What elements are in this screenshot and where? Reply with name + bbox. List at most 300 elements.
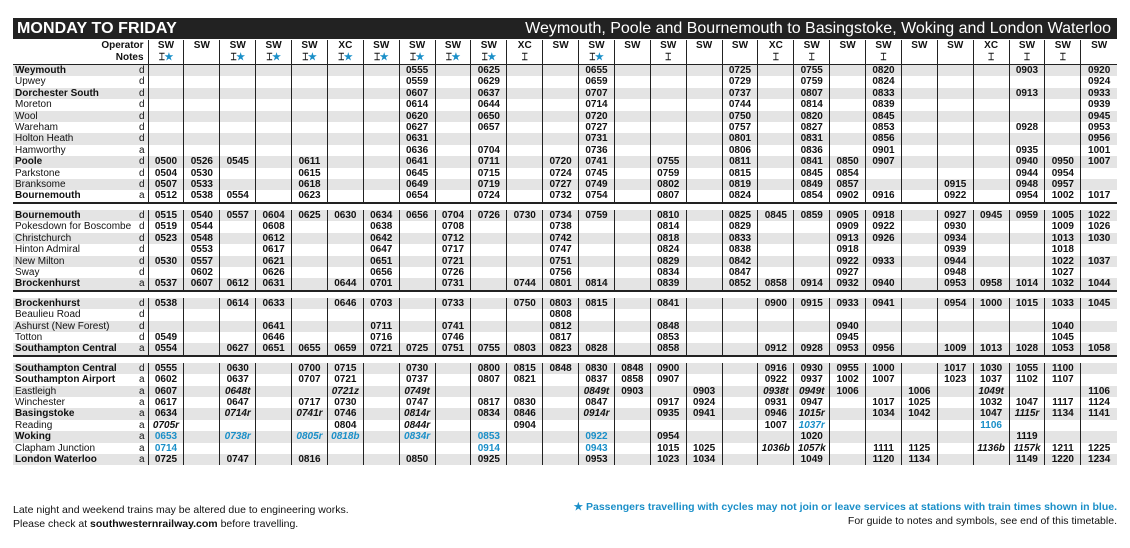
website-note [13, 517, 349, 531]
time-cell: 0555 [399, 65, 435, 77]
station-row [13, 343, 1117, 355]
arr-dep-marker: a [138, 442, 145, 454]
time-cell: 0833 [866, 88, 902, 99]
time-cell [614, 122, 650, 133]
time-cell: 1053 [1045, 343, 1081, 355]
time-cell [435, 88, 471, 99]
time-cell [543, 431, 579, 442]
time-cell [435, 420, 471, 431]
time-cell: 0831 [794, 133, 830, 144]
time-cell [973, 88, 1009, 99]
time-cell: 0647 [363, 244, 399, 255]
time-cell [973, 122, 1009, 133]
time-cell [686, 145, 722, 156]
time-cell [758, 309, 794, 320]
time-cell [650, 88, 686, 99]
time-cell [614, 65, 650, 77]
website-link[interactable]: southwesternrailway.com [90, 518, 218, 530]
time-cell [901, 65, 937, 77]
station-row [13, 233, 1117, 244]
time-cell [901, 256, 937, 267]
time-cell: 0850 [399, 454, 435, 465]
time-cell [866, 168, 902, 179]
time-cell [614, 321, 650, 332]
time-cell: 0953 [937, 278, 973, 290]
time-cell: 0953 [830, 343, 866, 355]
time-cell [256, 386, 292, 397]
station-name: Basingstoke [13, 408, 136, 419]
operator-cell: SW [148, 40, 184, 52]
time-cell: 0504 [148, 168, 184, 179]
time-cell [507, 267, 543, 278]
time-cell [614, 278, 650, 290]
time-cell [1081, 363, 1117, 374]
time-cell [686, 332, 722, 343]
time-cell: 0747 [220, 454, 256, 465]
time-cell [686, 374, 722, 385]
time-cell: 0637 [471, 88, 507, 99]
operator-cell: SW [543, 40, 579, 52]
time-cell: 0720 [579, 111, 615, 122]
cycle-star-icon: ★ [451, 52, 461, 63]
time-cell [794, 267, 830, 278]
time-cell: 1047 [973, 408, 1009, 419]
time-cell: 1007 [866, 374, 902, 385]
time-cell [614, 221, 650, 232]
time-cell: 0849 [794, 179, 830, 190]
station-row [13, 133, 1117, 144]
arr-dep-marker: a [136, 343, 148, 355]
time-cell: 1111 [866, 443, 902, 454]
time-cell [830, 309, 866, 320]
time-cell [471, 321, 507, 332]
time-cell [937, 76, 973, 87]
time-cell: 0847 [579, 397, 615, 408]
arr-dep-marker: d [136, 233, 148, 244]
time-cell [722, 431, 758, 442]
time-cell [614, 256, 650, 267]
time-cell: 0634 [363, 210, 399, 221]
time-cell [1009, 321, 1045, 332]
time-cell: 0830 [579, 363, 615, 374]
cycle-star-icon: ★ [236, 52, 245, 63]
time-cell: 0939 [937, 244, 973, 255]
time-cell [148, 111, 184, 122]
time-cell [507, 111, 543, 122]
time-cell: 1034 [866, 408, 902, 419]
time-cell [256, 179, 292, 190]
time-cell: 0845 [794, 168, 830, 179]
time-cell [614, 76, 650, 87]
time-cell: 0849t [579, 386, 615, 397]
time-cell [471, 278, 507, 290]
time-cell [148, 133, 184, 144]
time-cell: 1023 [937, 374, 973, 385]
time-cell: 0804 [327, 420, 363, 431]
time-cell [1081, 332, 1117, 343]
time-cell [866, 386, 902, 397]
time-cell: 0625 [471, 65, 507, 77]
time-cell [220, 321, 256, 332]
time-cell [722, 443, 758, 454]
time-cell: 0847 [722, 267, 758, 278]
time-cell: 1022 [1045, 256, 1081, 267]
time-cell [614, 309, 650, 320]
time-cell: 0927 [830, 267, 866, 278]
time-cell [901, 179, 937, 190]
time-cell [614, 397, 650, 408]
time-cell [507, 190, 543, 202]
time-cell [543, 88, 579, 99]
time-cell: 1017 [866, 397, 902, 408]
time-cell [363, 443, 399, 454]
time-cell: 1049 [794, 454, 830, 465]
section-divider [13, 356, 1117, 363]
time-cell [292, 76, 328, 87]
time-cell: 0618 [292, 179, 328, 190]
time-cell: 0844r [399, 420, 435, 431]
time-cell: 0949t [794, 386, 830, 397]
time-cell [363, 111, 399, 122]
time-cell [256, 99, 292, 110]
time-cell: 1014 [1009, 278, 1045, 290]
time-cell: 0644 [327, 278, 363, 290]
time-cell: 1015 [1009, 298, 1045, 309]
time-cell [579, 233, 615, 244]
station-name: Christchurch [13, 233, 136, 244]
time-cell: 0823 [543, 343, 579, 355]
time-cell: 0841 [650, 298, 686, 309]
time-cell: 0759 [794, 76, 830, 87]
operator-cell: SW [937, 40, 973, 52]
station-row [13, 431, 1117, 442]
time-cell: 1234 [1081, 454, 1117, 465]
time-cell: 0848 [543, 363, 579, 374]
time-cell [614, 133, 650, 144]
time-cell [1009, 221, 1045, 232]
time-cell [184, 431, 220, 442]
time-cell [722, 363, 758, 374]
operator-cell: SW [614, 40, 650, 52]
time-cell [973, 221, 1009, 232]
time-cell [686, 210, 722, 221]
station-name: Woking [13, 431, 136, 442]
time-cell [148, 99, 184, 110]
time-cell: 1057k [794, 443, 830, 454]
time-cell: 0707 [292, 374, 328, 385]
time-cell [220, 99, 256, 110]
time-cell [256, 420, 292, 431]
time-cell [292, 386, 328, 397]
time-cell [220, 309, 256, 320]
time-cell: 0655 [292, 343, 328, 355]
station-row [13, 321, 1117, 332]
time-cell: 1026 [1081, 221, 1117, 232]
station-name: Brockenhurst [13, 278, 136, 290]
time-cell: 0530 [148, 256, 184, 267]
time-cell [507, 156, 543, 167]
station-row [13, 145, 1117, 156]
time-cell [471, 309, 507, 320]
time-cell [722, 309, 758, 320]
station-row [13, 386, 1117, 397]
time-cell: 1115r [1009, 408, 1045, 419]
time-cell [579, 221, 615, 232]
time-cell: 0950 [1045, 156, 1081, 167]
time-cell [363, 454, 399, 465]
time-cell [901, 431, 937, 442]
time-cell [292, 420, 328, 431]
time-cell [220, 133, 256, 144]
station-row [13, 190, 1117, 202]
station-row [13, 221, 1117, 232]
time-cell: 0956 [1081, 133, 1117, 144]
time-cell: 0957 [1045, 179, 1081, 190]
website-note-pre: Please check at [13, 518, 91, 530]
time-cell: 0627 [220, 343, 256, 355]
notes-cell [1081, 52, 1117, 65]
station-name: Parkstone [15, 167, 61, 179]
notes-label: Notes [115, 52, 144, 63]
time-cell: 0650 [471, 111, 507, 122]
station-row [13, 363, 1117, 374]
time-cell [256, 408, 292, 419]
time-cell [650, 76, 686, 87]
time-cell: 0726 [435, 267, 471, 278]
time-cell [399, 278, 435, 290]
time-cell [256, 145, 292, 156]
time-cell [435, 397, 471, 408]
time-cell [435, 179, 471, 190]
time-cell: 0857 [830, 179, 866, 190]
time-cell [794, 233, 830, 244]
time-cell [937, 332, 973, 343]
time-cell: 0852 [722, 278, 758, 290]
time-cell: 0814 [650, 221, 686, 232]
time-cell [830, 454, 866, 465]
time-cell: 0730 [327, 397, 363, 408]
time-cell [220, 420, 256, 431]
arr-dep-marker: d [136, 111, 148, 122]
time-cell [614, 454, 650, 465]
time-cell [471, 332, 507, 343]
time-cell: 0924 [1081, 76, 1117, 87]
time-cell: 0914 [471, 443, 507, 454]
cycle-star-icon: ★ [164, 52, 174, 63]
time-cell: 0731 [579, 133, 615, 144]
time-cell: 0634 [148, 408, 184, 419]
time-cell: 0807 [471, 374, 507, 385]
time-cell: 0729 [722, 76, 758, 87]
arr-dep-marker: d [136, 133, 148, 144]
time-cell [937, 168, 973, 179]
time-cell [184, 309, 220, 320]
time-cell [614, 343, 650, 355]
time-cell: 1028 [1009, 343, 1045, 355]
time-cell [363, 397, 399, 408]
time-cell: 1030 [1081, 233, 1117, 244]
time-cell [1045, 99, 1081, 110]
time-cell [579, 309, 615, 320]
time-cell [184, 76, 220, 87]
facility-icon: ⌶ [266, 52, 273, 63]
time-cell: 0853 [650, 332, 686, 343]
arr-dep-marker: d [138, 99, 145, 111]
days-title: MONDAY TO FRIDAY [17, 19, 177, 37]
operator-cell: SW [830, 40, 866, 52]
time-cell [256, 431, 292, 442]
time-cell: 0802 [650, 179, 686, 190]
time-cell: 0926 [866, 233, 902, 244]
time-cell: 1032 [973, 397, 1009, 408]
time-cell [363, 309, 399, 320]
time-cell: 0806 [722, 145, 758, 156]
operator-cell: XC [758, 40, 794, 52]
time-cell [435, 190, 471, 202]
time-cell: 0614 [220, 298, 256, 309]
arr-dep-marker: d [138, 309, 145, 321]
time-cell [1009, 256, 1045, 267]
time-cell [686, 99, 722, 110]
notes-cell [614, 52, 650, 65]
notes-cell [686, 52, 722, 65]
time-cell: 0948 [937, 267, 973, 278]
time-cell [722, 321, 758, 332]
time-cell: 1002 [1045, 190, 1081, 202]
engineering-note: Late night and weekend trains may be altered due to engineering works. [13, 504, 349, 516]
time-cell: 0819 [722, 179, 758, 190]
station-row [13, 454, 1117, 465]
time-cell: 1025 [901, 397, 937, 408]
time-cell [435, 145, 471, 156]
time-cell [937, 454, 973, 465]
time-cell: 0854 [794, 190, 830, 202]
operator-cell: SW [435, 40, 471, 52]
time-cell [650, 145, 686, 156]
time-cell: 0918 [830, 244, 866, 255]
time-cell: 0853 [471, 431, 507, 442]
time-cell: 0646 [256, 332, 292, 343]
time-cell [758, 256, 794, 267]
operator-cell: SW [794, 40, 830, 52]
time-cell [220, 65, 256, 77]
time-cell [830, 99, 866, 110]
time-cell: 0607 [148, 386, 184, 397]
time-cell [722, 408, 758, 419]
time-cell [399, 443, 435, 454]
operator-cell: SW [220, 40, 256, 52]
station-row [13, 76, 1117, 87]
time-cell: 1120 [866, 454, 902, 465]
time-cell: 0845 [758, 210, 794, 221]
time-cell [435, 386, 471, 397]
station-name: Holton Heath [13, 133, 136, 144]
time-cell [1081, 179, 1117, 190]
time-cell [686, 244, 722, 255]
time-cell [722, 454, 758, 465]
time-cell: 0858 [758, 278, 794, 290]
time-cell [327, 76, 363, 87]
operator-cell: SW [1081, 40, 1117, 52]
time-cell [184, 454, 220, 465]
time-cell [686, 168, 722, 179]
time-cell [686, 65, 722, 77]
time-cell: 1015 [650, 443, 686, 454]
time-cell [543, 122, 579, 133]
station-name: Upwey [15, 76, 46, 88]
time-cell [973, 244, 1009, 255]
operator-cell: SW [722, 40, 758, 52]
time-cell: 0948 [1009, 179, 1045, 190]
time-cell: 0637 [220, 374, 256, 385]
time-cell: 1023 [650, 454, 686, 465]
time-cell [399, 267, 435, 278]
time-cell [507, 443, 543, 454]
time-cell [1081, 374, 1117, 385]
time-cell [148, 309, 184, 320]
time-cell [758, 88, 794, 99]
time-cell [579, 267, 615, 278]
time-cell [937, 443, 973, 454]
operator-cell: SW [686, 40, 722, 52]
time-cell [901, 267, 937, 278]
time-cell: 0907 [650, 374, 686, 385]
time-cell [901, 190, 937, 202]
station-name: Wareham [15, 122, 58, 134]
time-cell: 0927 [937, 210, 973, 221]
facility-icon: ⌶ [338, 52, 345, 63]
time-cell: 0631 [256, 278, 292, 290]
time-cell: 0720 [543, 156, 579, 167]
time-cell [184, 133, 220, 144]
operator-cell: SW [1045, 40, 1081, 52]
time-cell: 0858 [614, 374, 650, 385]
time-cell [327, 145, 363, 156]
time-cell: 0941 [866, 298, 902, 309]
time-cell [973, 321, 1009, 332]
time-cell: 0554 [148, 343, 184, 355]
time-cell: 0744 [507, 278, 543, 290]
arr-dep-marker: d [138, 221, 145, 233]
time-cell: 0751 [435, 343, 471, 355]
time-cell: 0538 [184, 190, 220, 202]
time-cell [399, 321, 435, 332]
notes-cell [937, 52, 973, 65]
time-cell [758, 179, 794, 190]
time-cell [866, 420, 902, 431]
notes-cell [435, 52, 471, 65]
time-cell [1009, 332, 1045, 343]
station-name: Southampton Central [13, 343, 136, 355]
station-row [13, 374, 1117, 385]
time-cell [686, 111, 722, 122]
time-cell [758, 99, 794, 110]
time-cell [973, 431, 1009, 442]
time-cell [363, 190, 399, 202]
time-cell [937, 65, 973, 77]
time-cell [937, 88, 973, 99]
time-cell: 0945 [973, 210, 1009, 221]
time-cell [973, 309, 1009, 320]
arr-dep-marker: a [138, 396, 145, 408]
time-cell [292, 244, 328, 255]
notes-cell [184, 52, 220, 65]
time-cell: 0816 [292, 454, 328, 465]
arr-dep-marker: d [136, 298, 148, 309]
time-cell: 0845 [866, 111, 902, 122]
time-cell: 0712 [435, 233, 471, 244]
time-cell: 0721 [327, 374, 363, 385]
